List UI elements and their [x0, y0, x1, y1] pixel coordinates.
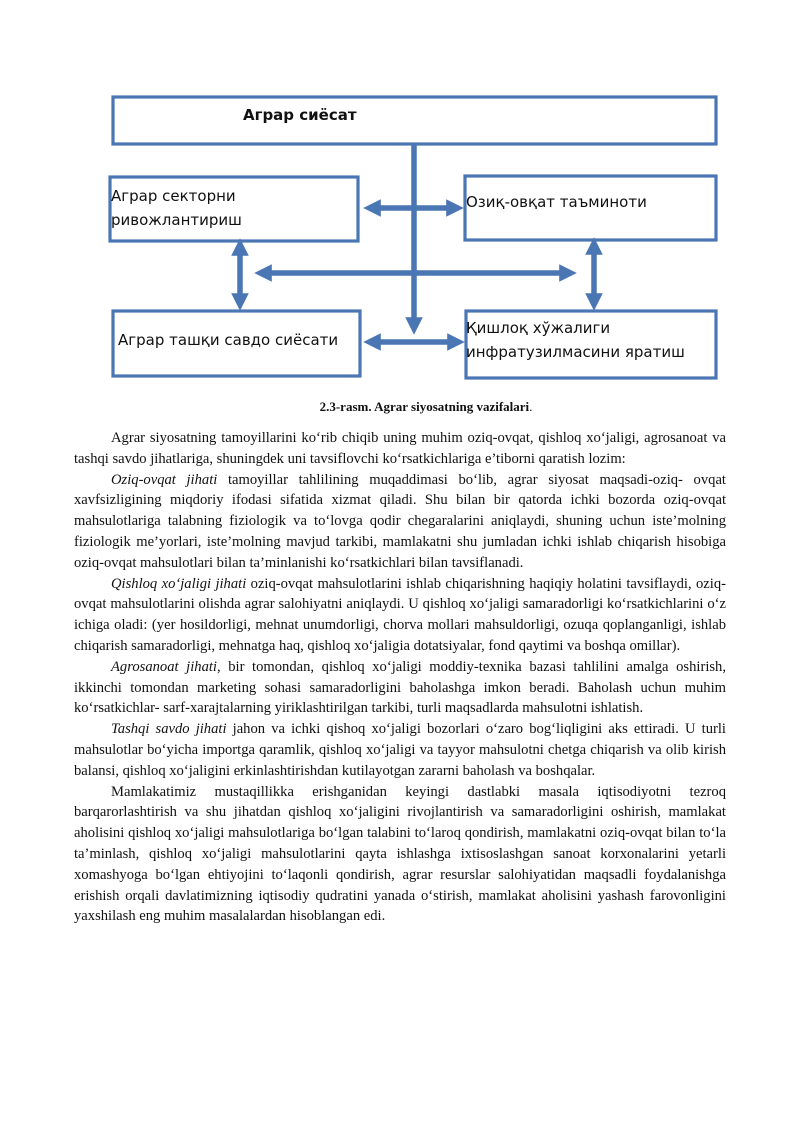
agrar-policy-diagram	[0, 0, 800, 400]
paragraph-emphasis: Oziq-ovqat jihati	[111, 471, 218, 488]
paragraph: Oziq-ovqat jihati tamoyillar tahlilining muqaddimasi bo‘lib, agrar siyosat maqsadi-oziq- ovqat xavfsizligining miqdoriy ifodasi sifatida xizmat qiladi. Shu bilan bir qatorda ichki bozorda oziq-ovqat mahsulotlariga talabning fiziologik va to‘lovga qodir chegaralarini aniqlaydi, shuning uchun iste’molning fiziologik me’yorlari, iste’molning mavjud tarkibi, mamlakatni shu jumladan ichki ishlab chiqarish hisobiga oziq-ovqat mahsulotlari bilan ta’minlanishi ko‘rsatkichlari bilan tavsiflanadi.	[74, 471, 726, 571]
box-top	[113, 97, 716, 144]
left-bottom-label: Аграр ташқи савдо сиёсати	[118, 331, 339, 349]
right-top-label: Озиқ-овқат таъминоти	[466, 193, 647, 211]
paragraph-emphasis: Agrosanoat jihati	[111, 658, 217, 675]
right-bottom-label	[466, 316, 685, 364]
paragraph: Agrosanoat jihati, bir tomondan, qishloq xo‘jaligi moddiy-texnika bazasi tahlilini amalga oshirish, ikkinchi tomondan marketing sohasi samaradorligini baholashga imkon beradi. Baholash uchun muhim ko‘rsatkichlar- sarf-xarajtalarning yiriklashtirilgan tarkibi, turli maqsadlarda mahsulotni ishlatish.	[74, 658, 726, 717]
paragraph-emphasis: Tashqi savdo jihati	[111, 721, 227, 738]
paragraph: Qishloq xo‘jaligi jihati oziq-ovqat mahsulotlarini ishlab chiqarishning haqiqiy holatini tavsiflaydi, oziq-ovqat mahsulotlarini olishda agrar salohiyatni aniqlaydi. U qishloq xo‘jaligi samaradorligi ko‘rsatkichlarini o‘z ichiga oladi: (yer hosildorligi, mehnat unumdorligi, chorva mollari mahsuldorligi, ozuqa qoplanganligi, ishlab chiqarish samaradorligi, mehnatga haq, qishloq xo‘jaligia dotatsiyalar, fond qaytimi va boshqa omillar).	[74, 575, 726, 654]
paragraph: Mamlakatimiz mustaqillikka erishganidan keyingi dastlabki masala iqtisodiyotni tezroq barqarorlashtirish va shu jihatdan qishloq xo‘jaligini rivojlantirish va samaradorligini oshirish, mamlakat aholisini qishloq xo‘jaligi mahsulotlariga bo‘lgan talabini to‘laroq qondirish, mamlakatni oziq-ovqat bilan to‘la ta’minlash, qishloq xo‘jaligi mahsulotlarini qayta ishlashga ixtisoslashgan sanoat korxonalarini yetarli xomashyoga bo‘lgan ehtiyojini to‘laqonli qondirish, agrar resurslar salohiyatidan maqsadli foydalanishga erishish orqali davlatimizning iqtisodiy qudratini yanada o‘stirish, mamlakat aholisini yashash farovonligini yaxshilash eng muhim masalalardan hisoblangan edi.	[74, 783, 726, 925]
left-top-line1: Аграр секторни	[111, 187, 236, 205]
body-text	[74, 428, 726, 927]
paragraph-emphasis: Qishloq xo‘jaligi jihati	[111, 575, 247, 592]
caption-tail: .	[529, 399, 533, 414]
right-bottom-line1: Қишлоқ хўжалиги	[466, 319, 611, 337]
caption-bold: 2.3-rasm. Agrar siyosatning vazifalari	[319, 399, 530, 414]
top-box-label: Аграр сиёсат	[243, 106, 357, 124]
left-top-label	[111, 184, 242, 232]
paragraph: Agrar siyosatning tamoyillarini ko‘rib chiqib uning muhim oziq-ovqat, qishloq xo‘jaligi, agrosanoat va tashqi savdo jihatlariga, shuningdek uni tavsiflovchi ko‘rsatkichlariga e’tiborni qaratish lozim:	[74, 430, 726, 467]
right-bottom-line2: инфратузилмасини яратиш	[466, 343, 685, 361]
left-top-line2: ривожлантириш	[111, 211, 242, 229]
figure-caption	[0, 399, 800, 415]
paragraph: Tashqi savdo jihati jahon va ichki qishoq xo‘jaligi bozorlari o‘zaro bog‘liqligini aks ettiradi. U turli mahsulotlar bo‘yicha importga qaramlik, qishloq xo‘jaligi va tayyor mahsulotni chetga chiqarish va olib kirish balansi, qishloq xo‘jaligini erkinlashtirishdan kutilayotgan zararni baholash va boshqalar.	[74, 721, 726, 779]
